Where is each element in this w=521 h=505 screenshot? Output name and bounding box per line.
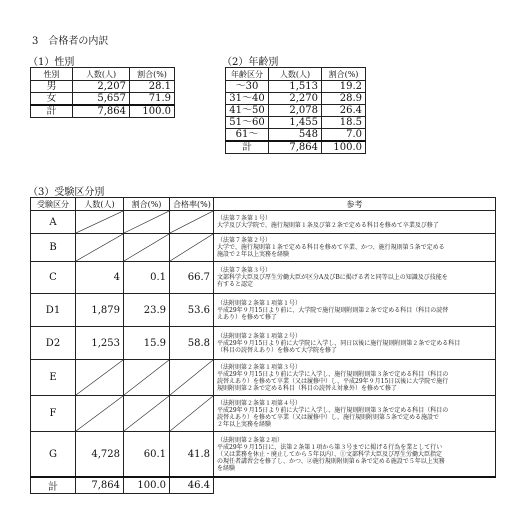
total-label: 計 <box>226 141 269 154</box>
header-count: 人数(人) <box>269 68 322 81</box>
header-category: 受験区分 <box>31 198 76 211</box>
row-reference <box>214 396 496 432</box>
strike-icon <box>124 211 169 233</box>
reference-line: 平成29年９月15日より前に大学に入学し、施行規則附則第３条で定める科目（科目の <box>217 406 449 414</box>
reference-line: （又は業務を休止・廃止してから５年以内）、①文部科学大臣及び厚生労働大臣指定 <box>217 450 443 458</box>
total-count: 7,864 <box>76 477 124 494</box>
row-pct: 19.2 <box>322 81 366 93</box>
row-pct: 18.5 <box>322 117 366 129</box>
row-reference <box>214 360 496 396</box>
row-count: 2,207 <box>73 81 130 93</box>
row-label: G <box>31 432 76 478</box>
row-rate-blank <box>170 234 214 262</box>
reference-line: （法附則第２条第１項第３号） <box>217 363 302 371</box>
table-row <box>31 93 175 106</box>
table-row <box>226 129 366 142</box>
row-label: F <box>31 396 76 432</box>
row-label: D2 <box>31 327 76 360</box>
total-row <box>31 105 175 118</box>
reference-line: を経験 <box>217 464 236 472</box>
reference-line: 有すると認定 <box>217 281 254 288</box>
row-reference <box>214 294 496 327</box>
row-count: 1,253 <box>76 327 124 360</box>
row-pass-rate: 58.8 <box>170 327 214 360</box>
row-reference <box>214 262 496 294</box>
strike-icon <box>76 234 123 261</box>
row-label: D1 <box>31 294 76 327</box>
strike-icon <box>76 360 123 395</box>
table-row <box>31 360 496 396</box>
header-reference: 参考 <box>214 198 496 211</box>
header-pct: 割合(%) <box>322 68 366 81</box>
category-table-title: （3）受験区分別 <box>28 187 105 198</box>
row-pct: 15.9 <box>124 327 170 360</box>
row-pct: 71.9 <box>130 93 175 106</box>
total-pct: 100.0 <box>130 105 175 118</box>
row-label: 男 <box>31 81 73 93</box>
header-pct: 割合(%) <box>124 198 170 211</box>
row-label: 31〜40 <box>226 93 269 105</box>
row-count: 548 <box>269 129 322 142</box>
reference-line: 大学及び大学院で、施行規則第１条及び第２条で定める科目を修めて卒業及び修了 <box>217 222 439 229</box>
age-table-title: （2）年齢別 <box>222 57 279 68</box>
table-row <box>226 81 366 93</box>
row-pct: 26.4 <box>322 105 366 117</box>
row-pct: 60.1 <box>124 432 170 478</box>
header-count: 人数(人) <box>76 198 124 211</box>
reference-line: 施設で２年以上実務を経験 <box>217 251 290 258</box>
reference-line: （法附則第２条第２項） <box>217 436 284 444</box>
row-label: 女 <box>31 93 73 106</box>
row-pct-blank <box>124 360 170 396</box>
row-pass-rate: 53.6 <box>170 294 214 327</box>
row-pct-blank <box>124 396 170 432</box>
row-pct: 28.9 <box>322 93 366 105</box>
row-count: 2,078 <box>269 105 322 117</box>
strike-icon <box>124 360 169 395</box>
reference-line: 文部科学大臣及び厚生労働大臣が区分A及びBに掲げる者と同等以上の知識及び技能を <box>217 274 448 281</box>
header-count: 人数(人) <box>73 68 130 81</box>
section-title: 3 合格者の内訳 <box>32 36 109 47</box>
row-reference <box>214 211 496 234</box>
reference-line: （法附則第２条第１項第２号） <box>217 332 302 340</box>
table-row <box>31 432 496 478</box>
age-table <box>225 67 366 154</box>
reference-line: （法第７条第１号） <box>217 215 272 222</box>
row-count: 4 <box>76 262 124 294</box>
row-pct: 28.1 <box>130 81 175 93</box>
reference-line: 平成29年９月15日より前に大学院に入学し、同日以後に施行規則附則第２条で定める科目 <box>217 339 461 347</box>
reference-line: 平成29年９月15日より前に、大学院で施行規則附則第２条で定める科目（科目の読替 <box>217 306 449 314</box>
table-row <box>31 396 496 432</box>
table-row <box>31 294 496 327</box>
row-count: 2,270 <box>269 93 322 105</box>
row-count-blank <box>76 234 124 262</box>
reference-line: 平成29年９月15日に、法第２条第１項から第３号までに掲げる行為を業として行い <box>217 443 443 451</box>
row-count-blank <box>76 211 124 234</box>
reference-line: えあり）を修めて修了 <box>217 313 278 321</box>
row-reference <box>214 234 496 262</box>
row-label: C <box>31 262 76 294</box>
strike-icon <box>170 396 213 431</box>
reference-line: （法附則第２条第１項第１号） <box>217 299 302 307</box>
table-row <box>31 327 496 360</box>
total-pass-rate: 46.4 <box>170 477 214 494</box>
row-label: A <box>31 211 76 234</box>
table-row <box>31 262 496 294</box>
strike-icon <box>170 360 213 395</box>
row-count: 5,657 <box>73 93 130 106</box>
table-row <box>31 234 496 262</box>
row-label: 41〜50 <box>226 105 269 117</box>
reference-line: の現任者講習会を修了し、かつ、②施行規則附則第６条で定める施設で５年以上実務 <box>217 457 445 465</box>
row-reference <box>214 432 496 478</box>
table-row <box>31 211 496 234</box>
total-blank <box>214 477 496 494</box>
total-label: 計 <box>31 105 73 118</box>
total-pct: 100.0 <box>322 141 366 154</box>
reference-line: 平成29年９月15日より前に大学に入学し、施行規則附則第３条で定める科目（科目の <box>217 370 449 378</box>
table-row <box>31 81 175 93</box>
row-pct: 23.9 <box>124 294 170 327</box>
row-pass-rate: 66.7 <box>170 262 214 294</box>
reference-line: （法第７条第３号） <box>217 267 272 274</box>
strike-icon <box>124 234 169 261</box>
row-label: 〜30 <box>226 81 269 93</box>
reference-line: （法第７条第２号） <box>217 237 272 244</box>
table-row <box>226 93 366 105</box>
row-count: 1,879 <box>76 294 124 327</box>
reference-line: 読替えあり）を修めて卒業（又は履修中）し、平成29年９月15日以後に大学院で施行 <box>217 377 449 385</box>
row-rate-blank <box>170 360 214 396</box>
row-count-blank <box>76 360 124 396</box>
header-age: 年齢区分 <box>226 68 269 81</box>
row-rate-blank <box>170 211 214 234</box>
header-pass-rate: 合格率(%) <box>170 198 214 211</box>
total-count: 7,864 <box>269 141 322 154</box>
reference-line: 読替えあり）を修めて卒業（又は履修中）し、施行規則附則第５条で定める施設で <box>217 413 440 421</box>
reference-line: （法附則第２条第１項第４号） <box>217 399 302 407</box>
header-gender: 性別 <box>31 68 73 81</box>
strike-icon <box>124 396 169 431</box>
strike-icon <box>76 211 123 233</box>
strike-icon <box>170 211 213 233</box>
row-label: B <box>31 234 76 262</box>
row-pct-blank <box>124 211 170 234</box>
total-row <box>31 477 496 494</box>
row-label: 51〜60 <box>226 117 269 129</box>
row-label: 61〜 <box>226 129 269 142</box>
row-count: 1,513 <box>269 81 322 93</box>
gender-table <box>30 67 175 118</box>
total-count: 7,864 <box>73 105 130 118</box>
reference-line: 規則附則第２条で定める科目（科目の読替え対象外）を修めて修了 <box>217 384 398 392</box>
row-pct-blank <box>124 234 170 262</box>
row-label: E <box>31 360 76 396</box>
row-pct: 0.1 <box>124 262 170 294</box>
row-count: 1,455 <box>269 117 322 129</box>
total-pct: 100.0 <box>124 477 170 494</box>
reference-line: （科目の読替えあり）を修めて大学院を修了 <box>217 346 338 354</box>
reference-line: ２年以上実務を経験 <box>217 420 272 428</box>
row-count-blank <box>76 396 124 432</box>
row-pct: 7.0 <box>322 129 366 142</box>
row-reference <box>214 327 496 360</box>
strike-icon <box>76 396 123 431</box>
row-count: 4,728 <box>76 432 124 478</box>
row-rate-blank <box>170 396 214 432</box>
table-row <box>226 105 366 117</box>
strike-icon <box>170 234 213 261</box>
table-row <box>226 117 366 129</box>
header-pct: 割合(%) <box>130 68 175 81</box>
total-label: 計 <box>31 477 76 494</box>
row-pass-rate: 41.8 <box>170 432 214 478</box>
reference-line: 大学で、施行規則第１条で定める科目を修めて卒業、かつ、施行規則第５条で定める <box>217 244 445 251</box>
gender-table-title: （1）性別 <box>28 57 75 68</box>
category-table <box>30 197 496 494</box>
total-row <box>226 141 366 154</box>
